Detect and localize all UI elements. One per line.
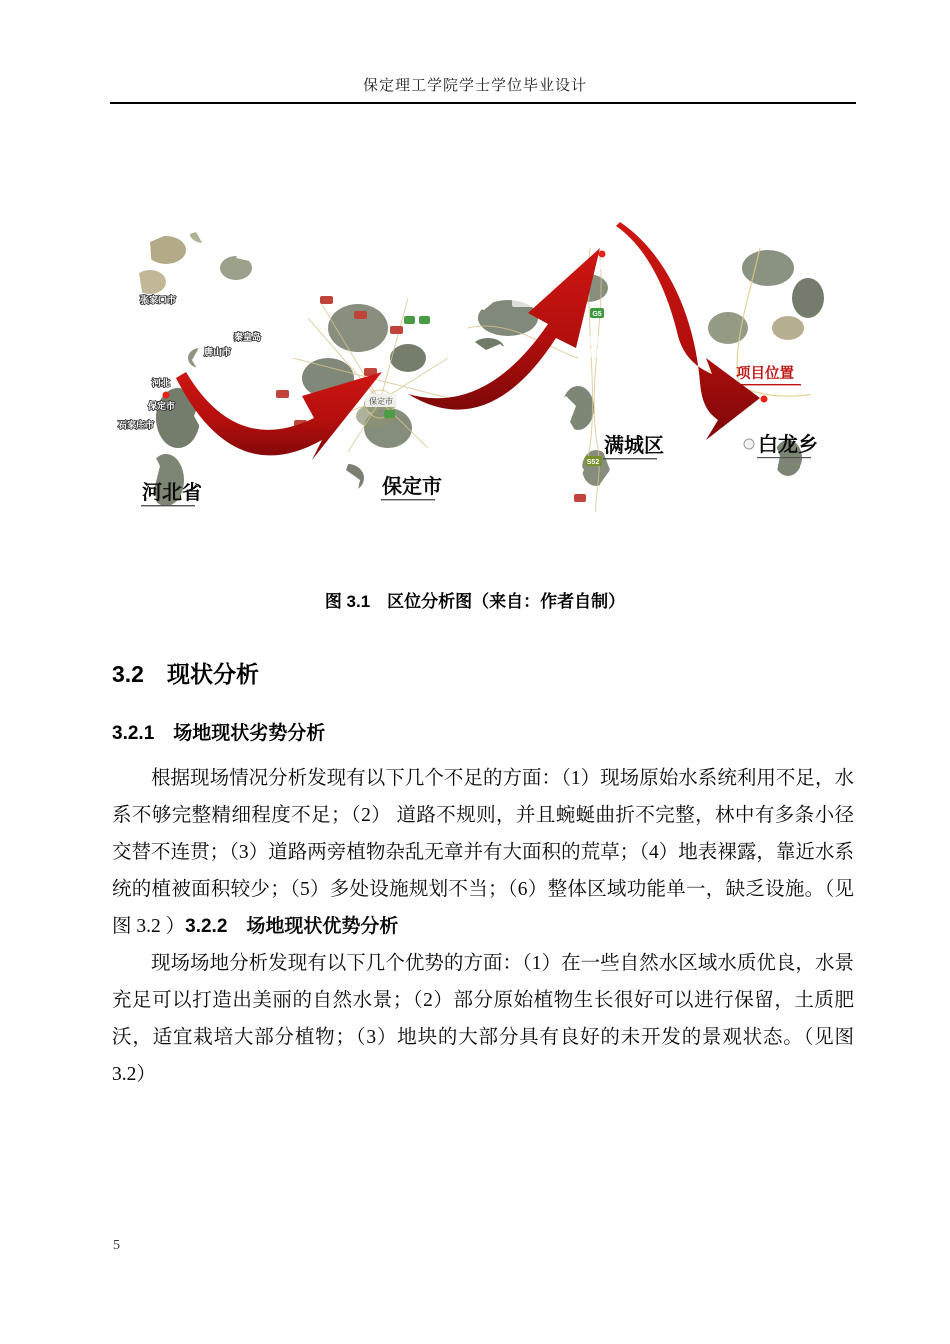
label-baoding-center: 保定市 [369,397,393,406]
town-label-chip [512,298,538,307]
paragraph-advantages [112,945,854,1093]
section-title-3-2: 3.2 现状分析 [112,661,259,687]
town-label-chip [476,280,506,289]
map-mancheng-title-underline [603,458,657,459]
page-number: 5 [113,1238,120,1253]
town-label-chip [586,336,612,345]
svg-text:G5: G5 [592,311,602,318]
road-badge [384,410,395,418]
map-hebei-province [117,214,268,530]
road-badge [419,316,430,324]
paragraph-advantages-text: 现场场地分析发现有以下几个优势的方面：（1）在一些自然水区域水质优良，水景充足可以打造出美丽的自然水景；（2）部分原始植物生长很好可以进行保留，土质肥沃，适宜栽培大部分植物；（3）地块的大部分具有良好的未开发的景观状态。（见图 3.2） [112,953,854,1085]
road-badge [320,296,333,304]
map-mancheng-district [450,220,664,516]
label-zhangjiakou: 张家口市 [140,295,177,305]
header-rule [110,102,856,104]
road-badge [404,316,415,324]
badge-s52 [585,456,602,466]
project-location-underline [735,384,801,385]
map-baoding-title-underline [381,499,435,500]
label-tangshan: 唐山市 [204,347,232,357]
label-shijiazhuang: 石家庄市 [118,420,155,430]
figure-caption: 图 3.1 区位分析图（来自：作者自制） [324,592,626,611]
label-hebei-watermark: 河北 [152,378,171,388]
location-analysis-figure [108,208,852,540]
town-label-chip [548,488,578,497]
paragraph-disadvantages-text: 根据现场情况分析发现有以下几个不足的方面：（1）现场原始水系统利用不足，水系不够完整精细程度不足；（2） 道路不规则，并且蜿蜒曲折不完整，林中有多条小径交替不连贯；（3）道路两旁植物杂乱无章并有大面积的荒草；（4）地表裸露，靠近水系统的植被面积较少；（5）多处设施规划不当；（6）整体区域功能单一，缺乏设施。（见图 3.2 ） [112,768,854,937]
badge-g5 [590,308,604,318]
label-baoding-city: 保定市 [148,401,176,411]
map-hebei-title-underline [141,505,195,506]
map-baoding-city [276,260,474,514]
town-label-chip [586,348,612,357]
map-baoding-title: 保定市 [382,476,442,498]
subsection-title-3-2-1: 3.2.1 场地现状劣势分析 [112,723,326,744]
project-location-label: 项目位置 [736,366,794,382]
road-badge [744,439,754,449]
page-header-title: 保定理工学院学士学位毕业设计 [362,78,587,94]
map-bailong-title: 白龙乡 [758,434,818,456]
map-mancheng-title: 满城区 [604,435,664,457]
road-badge [390,326,403,334]
town-label-chip [522,402,556,411]
subsection-title-3-2-2: 3.2.2 场地现状优势分析 [185,916,399,937]
svg-text:S52: S52 [586,459,600,466]
road-badge [354,311,367,319]
paragraph-disadvantages [112,760,854,945]
location-analysis-map-collage [108,208,852,540]
road-badge [574,494,586,502]
map-bailong-title-underline [757,457,811,458]
map-hebei-title: 河北省 [142,482,202,504]
road-badge [276,390,289,398]
project-location-dot [761,396,768,403]
bailong-location-dot [599,251,606,258]
baoding-location-dot [163,392,170,399]
label-qinhuangdao: 秦皇岛 [234,332,262,342]
